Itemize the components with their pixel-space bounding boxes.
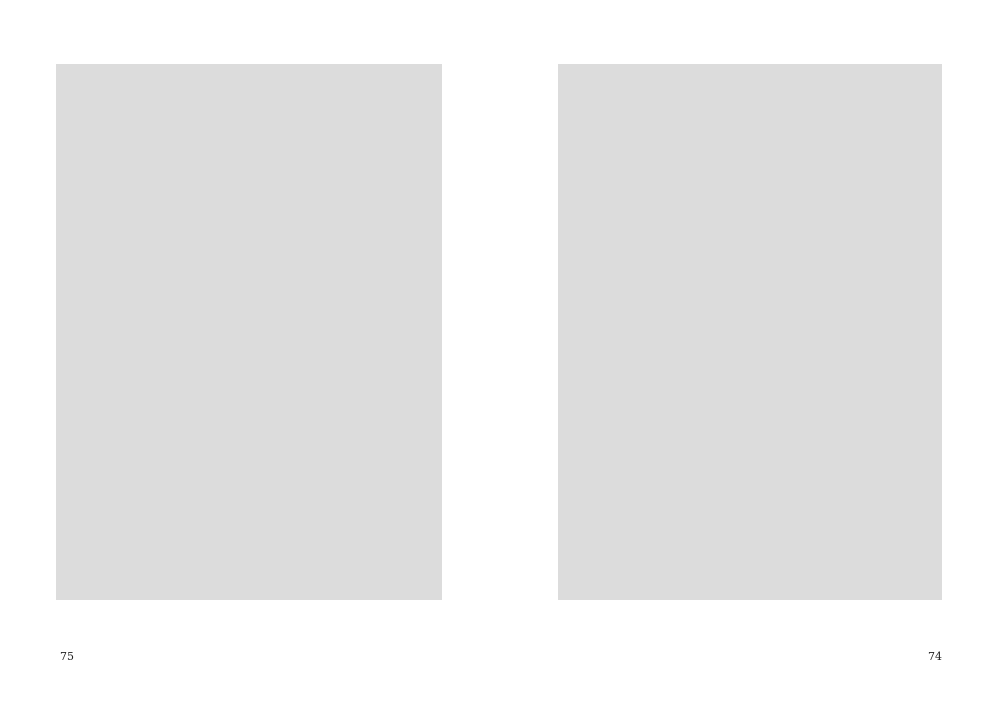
right-page xyxy=(500,0,1000,707)
right-text-panel xyxy=(558,64,942,600)
right-page-number: 74 xyxy=(928,650,942,663)
left-page-number: 75 xyxy=(60,650,74,663)
left-body-text xyxy=(68,78,430,586)
left-footer xyxy=(60,650,82,663)
right-body-text xyxy=(570,78,930,586)
right-footer xyxy=(920,650,942,663)
left-text-panel xyxy=(56,64,442,600)
